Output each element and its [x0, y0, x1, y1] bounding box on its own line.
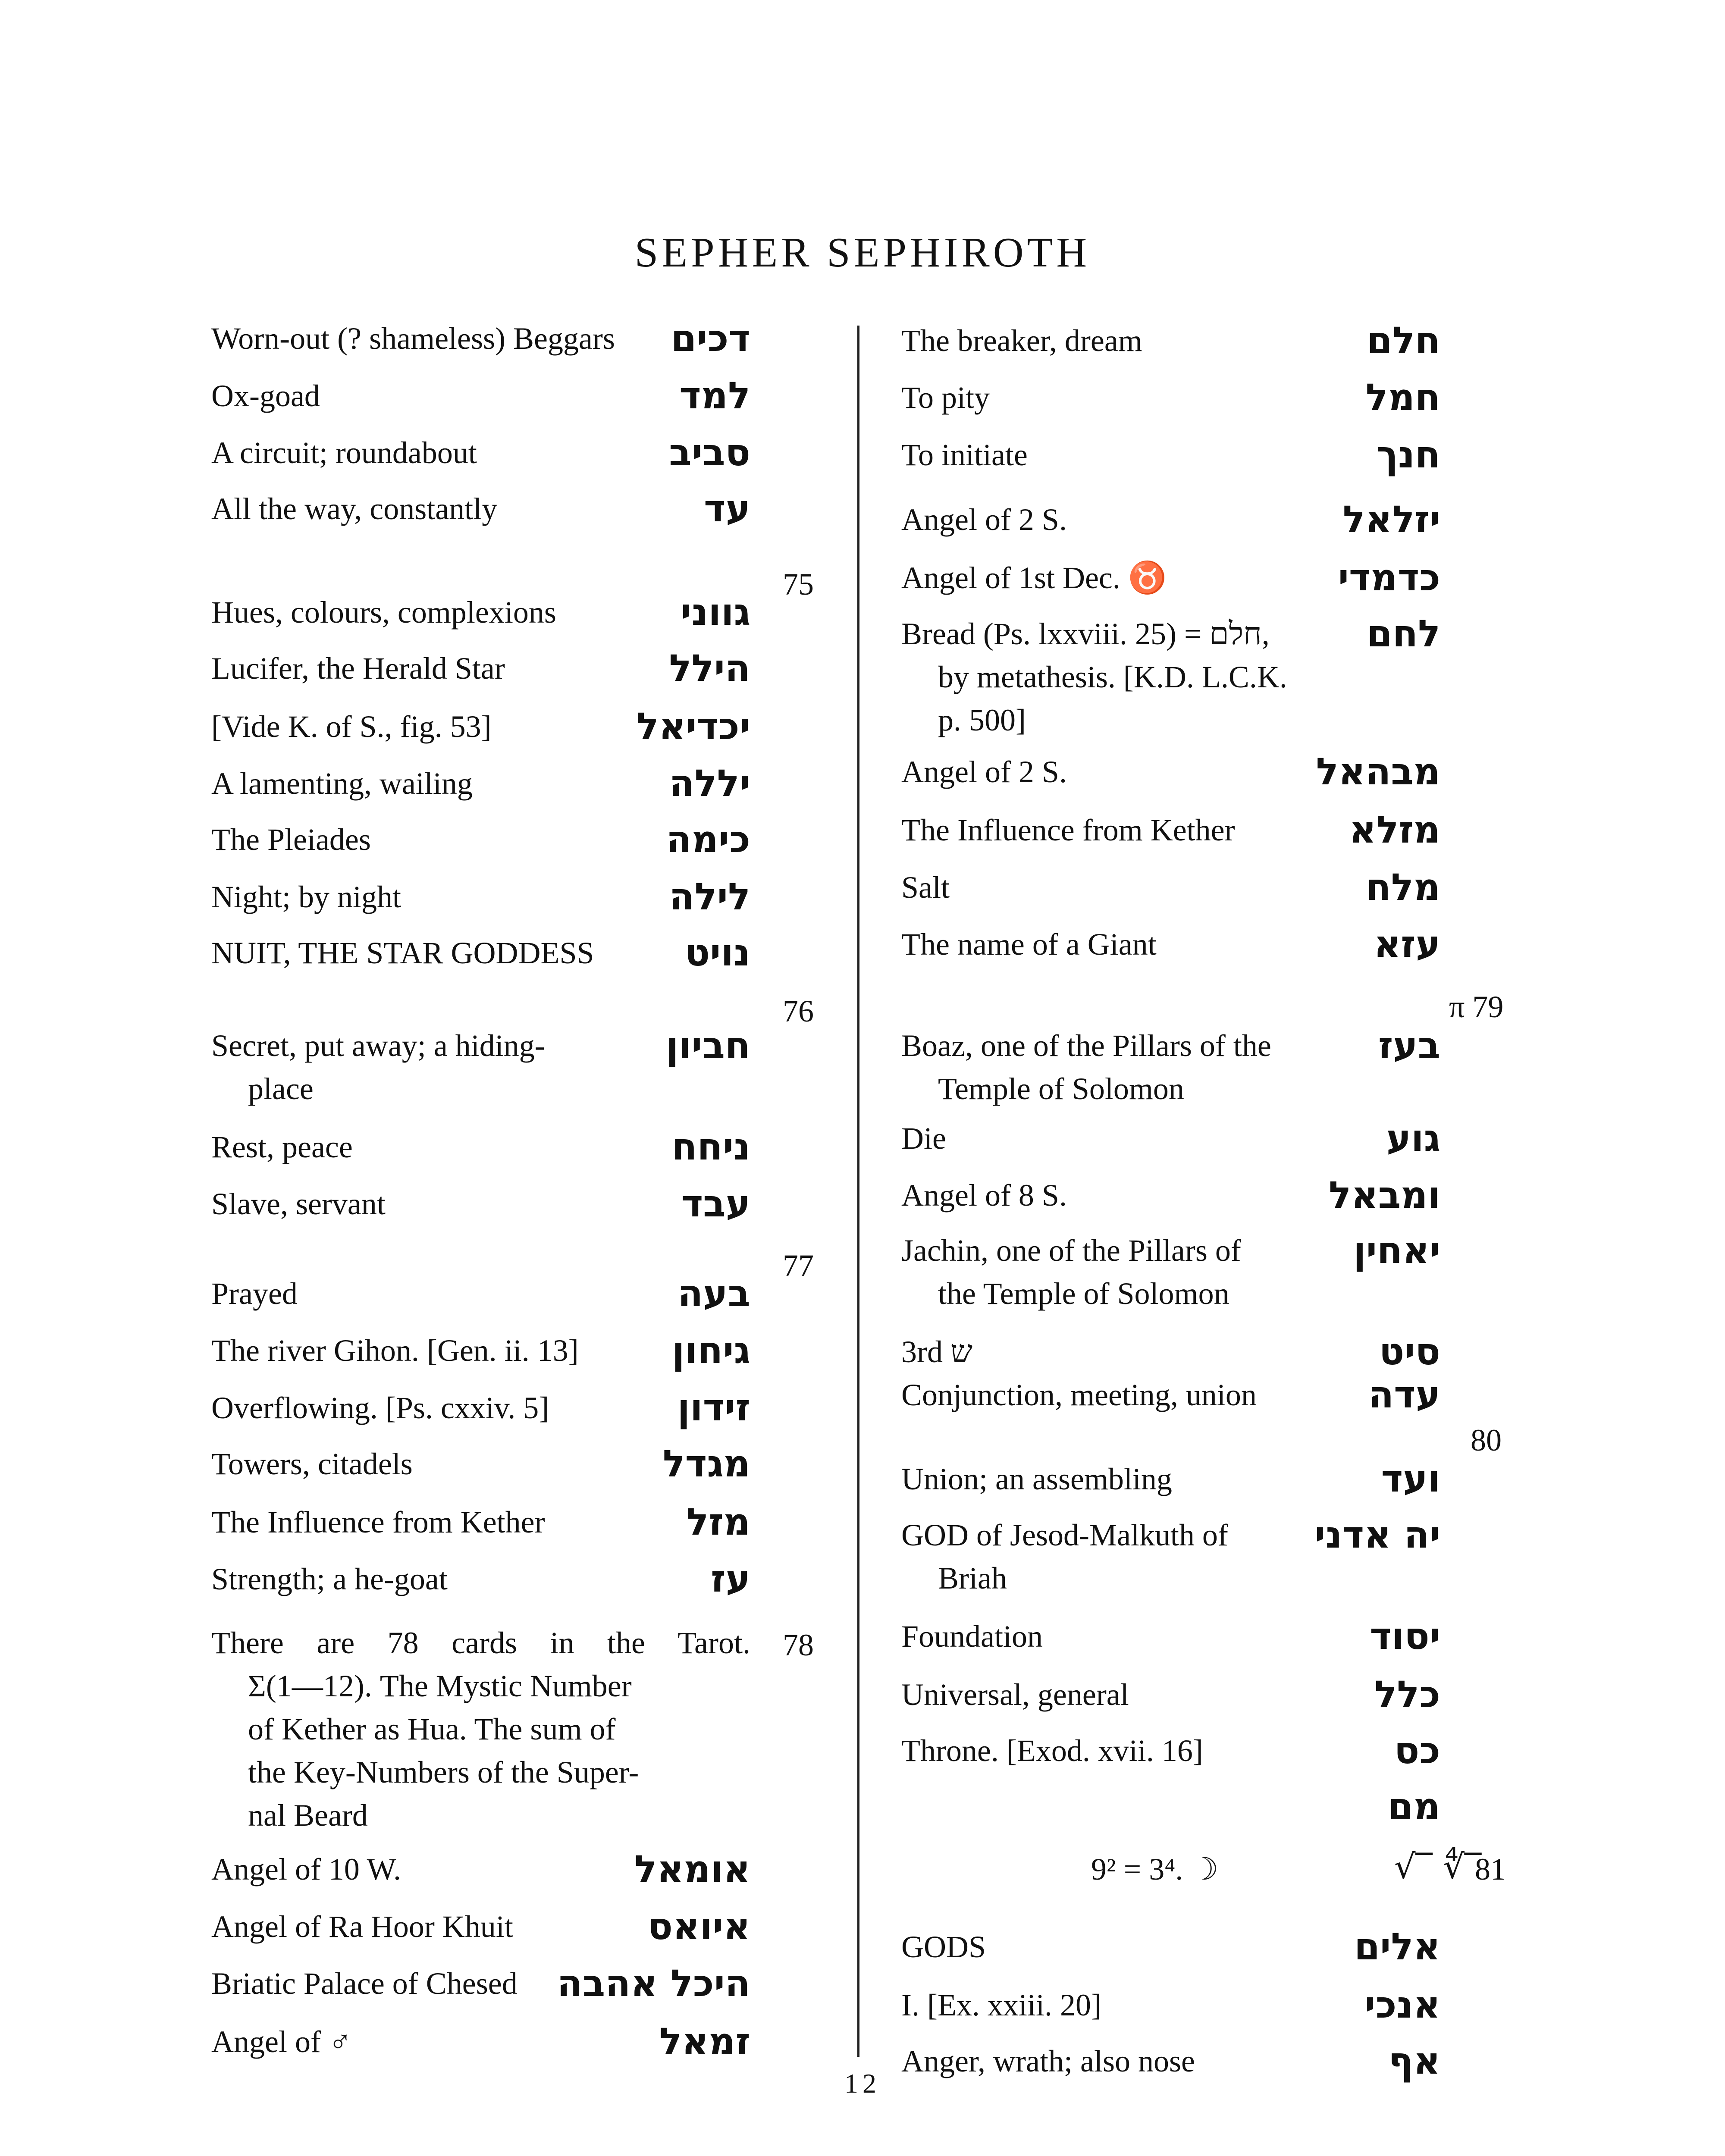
entry-hebrew: חביון — [666, 1024, 750, 1067]
entry-english: Strength; a he-goat — [211, 1562, 448, 1596]
entry-english: Worn-out (? shameless) Beggars — [211, 321, 615, 356]
entry-hebrew: סיט — [1379, 1330, 1440, 1373]
column-divider — [857, 326, 859, 2057]
entry-hebrew: יה אדני — [1314, 1514, 1440, 1557]
entry-hebrew: כלל — [1374, 1673, 1440, 1716]
entry-hebrew: יסוד — [1370, 1615, 1440, 1658]
entry-english: Secret, put away; a hiding- — [211, 1028, 545, 1063]
section-number: 77 — [783, 1248, 814, 1283]
entry-english: Die — [901, 1121, 946, 1156]
entry-english: Angel of ♂ — [211, 2024, 352, 2059]
entry-hebrew: יכדיאל — [636, 705, 750, 748]
section-number: 81 — [1475, 1852, 1506, 1887]
entry-english: Anger, wrath; also nose — [901, 2044, 1195, 2078]
entry-english: Angel of 10 W. — [211, 1852, 401, 1887]
entry-hebrew: עזא — [1374, 923, 1440, 966]
section-number: 75 — [783, 567, 814, 602]
entry-english: NUIT, THE STAR GODDESS — [211, 936, 594, 970]
paragraph-line: Σ(1—12). The Mystic Number — [248, 1669, 632, 1703]
entry-english: [Vide K. of S., fig. 53] — [211, 709, 492, 744]
entry-english: Overflowing. [Ps. cxxiv. 5] — [211, 1391, 549, 1425]
entry-hebrew: מזלא — [1349, 808, 1440, 852]
entry-hebrew: עד — [704, 487, 750, 530]
entry-english: Conjunction, meeting, union — [901, 1378, 1257, 1412]
entry-hebrew: אף — [1388, 2040, 1440, 2083]
entry-english: A circuit; roundabout — [211, 436, 477, 470]
entry-english: I. [Ex. xxiii. 20] — [901, 1988, 1101, 2022]
entry-hebrew: בעז — [1378, 1024, 1440, 1067]
entry-hebrew: גוע — [1386, 1117, 1440, 1160]
entry-hebrew: היכל אהבה — [557, 1962, 750, 2005]
page-number: 12 — [844, 2068, 881, 2099]
entry-hebrew: ניחח — [671, 1125, 750, 1169]
entry-english-continued: by metathesis. [K.D. L.C.K. — [938, 660, 1287, 694]
entry-hebrew: ומבאל — [1329, 1174, 1440, 1217]
entry-english: To pity — [901, 380, 990, 415]
entry-english: Angel of 1st Dec. ♉ — [901, 561, 1167, 595]
entry-hebrew: זמאל — [659, 2020, 750, 2063]
entry-hebrew: למד — [679, 374, 750, 417]
page-title: SEPHER SEPHIROTH — [634, 229, 1091, 276]
entry-english: Jachin, one of the Pillars of — [901, 1233, 1241, 1268]
entry-english: Salt — [901, 870, 950, 905]
entry-english-continued: the Temple of Solomon — [938, 1276, 1229, 1311]
entry-hebrew: מלח — [1365, 866, 1440, 909]
entry-english: Angel of Ra Hoor Khuit — [211, 1909, 513, 1944]
entry-english-continued: Temple of Solomon — [938, 1072, 1184, 1106]
section-number: 80 — [1471, 1423, 1502, 1457]
entry-hebrew: כימה — [666, 818, 750, 861]
root-symbols: √‾ ∜‾ — [1394, 1848, 1481, 1887]
entry-hebrew: גווני — [681, 591, 750, 634]
entry-english: Angel of 8 S. — [901, 1178, 1067, 1213]
entry-english-continued: Briah — [938, 1561, 1007, 1595]
paragraph-line: There are 78 cards in the Tarot. — [211, 1626, 750, 1660]
entry-english: The breaker, dream — [901, 323, 1142, 358]
entry-hebrew: יאחין — [1353, 1229, 1440, 1272]
entry-english: Angel of 2 S. — [901, 502, 1067, 537]
entry-english: Foundation — [901, 1619, 1043, 1654]
entry-english: Prayed — [211, 1276, 298, 1311]
entry-english: Universal, general — [901, 1677, 1129, 1712]
number-formula: 9² = 3⁴. ☽ — [1091, 1852, 1219, 1887]
entry-hebrew: חלם — [1367, 319, 1440, 362]
entry-hebrew: לחם — [1367, 612, 1440, 655]
tarot-paragraph — [211, 1621, 750, 1837]
entry-english: The name of a Giant — [901, 927, 1157, 962]
entry-english: The Pleiades — [211, 822, 371, 857]
entry-hebrew: בעה — [677, 1272, 750, 1315]
entry-hebrew: מגדל — [662, 1442, 750, 1485]
entry-hebrew: לילה — [669, 875, 750, 918]
entry-hebrew: אנכי — [1364, 1984, 1440, 2027]
section-number: π 79 — [1449, 990, 1504, 1024]
entry-english: Briatic Palace of Chesed — [211, 1966, 518, 2001]
entry-english: Throne. [Exod. xvii. 16] — [901, 1733, 1203, 1768]
entry-english: Angel of 2 S. — [901, 755, 1067, 789]
entry-hebrew: יזלאל — [1342, 498, 1440, 541]
entry-english: Boaz, one of the Pillars of the — [901, 1028, 1271, 1063]
entry-hebrew: עז — [711, 1557, 750, 1601]
paragraph-line: the Key-Numbers of the Super- — [248, 1755, 639, 1789]
entry-english: Towers, citadels — [211, 1447, 413, 1481]
entry-hebrew: אומאל — [634, 1848, 750, 1891]
entry-english: Slave, servant — [211, 1187, 386, 1221]
entry-hebrew: כדמדי — [1338, 556, 1440, 599]
entry-english: Lucifer, the Herald Star — [211, 651, 505, 686]
entry-english-continued: p. 500] — [938, 703, 1026, 737]
entry-hebrew: ועד — [1381, 1457, 1440, 1501]
entry-hebrew: מבהאל — [1316, 750, 1440, 793]
entry-english: The Influence from Kether — [211, 1505, 545, 1539]
entry-hebrew: עבד — [681, 1182, 750, 1225]
entry-english: Hues, colours, complexions — [211, 595, 556, 630]
section-number: 78 — [783, 1628, 814, 1662]
entry-english: GODS — [901, 1930, 986, 1964]
entry-hebrew: כס — [1394, 1729, 1440, 1772]
entry-hebrew: יללה — [669, 762, 750, 805]
entry-row — [901, 612, 1440, 742]
entry-hebrew: נויט — [684, 931, 750, 975]
entry-hebrew: איואס — [647, 1905, 750, 1948]
entry-hebrew: חנך — [1377, 433, 1440, 476]
entry-english: All the way, constantly — [211, 492, 498, 526]
entry-hebrew: חמל — [1365, 376, 1440, 419]
entry-english: To initiate — [901, 438, 1028, 472]
entry-english: The Influence from Kether — [901, 813, 1235, 847]
entry-hebrew: עדה — [1368, 1373, 1440, 1416]
entry-english: 3rd ש — [901, 1335, 972, 1369]
entry-hebrew: סביב — [669, 431, 750, 474]
entry-row — [901, 1024, 1440, 1110]
entry-english: GOD of Jesod-Malkuth of — [901, 1518, 1228, 1552]
entry-english-continued: place — [248, 1072, 314, 1106]
paragraph-line: nal Beard — [248, 1798, 368, 1833]
entry-hebrew: הילל — [669, 647, 750, 690]
section-number: 76 — [783, 994, 814, 1028]
entry-english: Ox-goad — [211, 379, 320, 413]
entry-english: The river Gihon. [Gen. ii. 13] — [211, 1333, 579, 1368]
entry-english: Bread (Ps. lxxviii. 25) = חלם, — [901, 617, 1270, 651]
entry-row — [211, 1024, 750, 1110]
entry-hebrew: זידון — [677, 1386, 750, 1429]
paragraph-line: of Kether as Hua. The sum of — [248, 1712, 616, 1746]
entry-row — [901, 1514, 1440, 1600]
entry-hebrew: גיחון — [672, 1329, 750, 1372]
entry-english: Rest, peace — [211, 1130, 353, 1164]
entry-hebrew: מזל — [686, 1501, 750, 1544]
entry-english: Union; an assembling — [901, 1462, 1172, 1496]
entry-row — [901, 1229, 1440, 1315]
entry-english: Night; by night — [211, 880, 401, 914]
entry-hebrew: מם — [1387, 1785, 1440, 1828]
entry-hebrew: אלים — [1354, 1925, 1440, 1968]
entry-english: A lamenting, wailing — [211, 766, 473, 801]
entry-hebrew: דכים — [671, 317, 750, 360]
